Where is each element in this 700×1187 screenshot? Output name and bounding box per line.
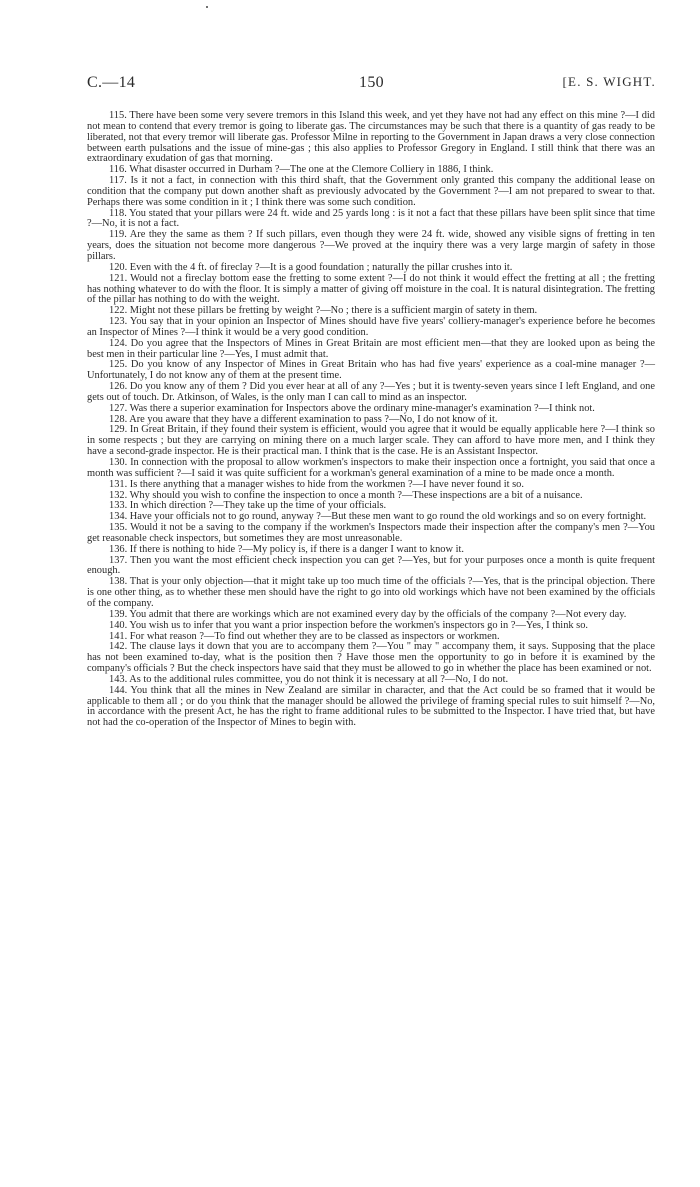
testimony-paragraph: 139. You admit that there are workings which are not examined every day by the officials of the company ?—Not every day. xyxy=(109,608,627,620)
testimony-paragraph: 140. You wish us to infer that you want a prior inspection before the workmen's inspectors go in ?—Yes, I think so. xyxy=(109,619,589,631)
document-body xyxy=(87,111,655,729)
testimony-paragraph: 142. The clause lays it down that you are to accompany them ?—You " may " accompany them, it says. Supposing that the place has not been examined to-day, what is the position then ? Have those men the opportunity to go in before it is examined by the company's officials ? But the check inspectors have said that they must be allowed to go in whether the place has been examined or not. xyxy=(87,641,655,675)
document-reference: C.—14 xyxy=(87,74,136,91)
testimony-paragraph: 126. Do you know any of them ? Did you ever hear at all of any ?—Yes ; but it is twenty-seven years since I left England, and one gets out of touch. Dr. Atkinson, of Wales, is the only man I can call to mind as an inspector. xyxy=(87,381,655,403)
testimony-paragraph: 136. If there is nothing to hide ?—My policy is, if there is a danger I want to know it. xyxy=(109,543,464,555)
page-number: 150 xyxy=(359,74,384,91)
testimony-paragraph: 132. Why should you wish to confine the inspection to once a month ?—These inspections are a bit of a nuisance. xyxy=(109,489,583,501)
testimony-paragraph: 129. In Great Britain, if they found their system is efficient, would you agree that it would be equally applicable here ?—I think so in some respects ; but they are carrying on mining there on a much larger scale. They can afford to have more men, and I think they have a second-grade inspector. He is their practical man. I think that is the case. He is an Assistant Inspector. xyxy=(87,424,655,458)
testimony-paragraph: 123. You say that in your opinion an Inspector of Mines should have five years' colliery-manager's experience before he becomes an Inspector of Mines ?—I think it would be a very good condition. xyxy=(87,316,655,338)
testimony-paragraph: 131. Is there anything that a manager wishes to hide from the workmen ?—I have never found it so. xyxy=(109,478,524,490)
testimony-paragraph: 127. Was there a superior examination for Inspectors above the ordinary mine-manager's examination ?—I think not. xyxy=(109,402,595,414)
testimony-paragraph: 134. Have your officials not to go round, anyway ?—But these men want to go round the old workings and so on every fortnight. xyxy=(109,511,647,523)
testimony-paragraph: 143. As to the additional rules committee, you do not think it is necessary at all ?—No, I do not. xyxy=(109,673,509,685)
testimony-paragraph: 125. Do you know of any Inspector of Mines in Great Britain who has had five years' experience as a coal-mine manager ?—Unfortunately, I do not know any of them at the present time. xyxy=(87,359,655,382)
testimony-paragraph: 124. Do you agree that the Inspectors of Mines in Great Britain are most efficient men—that they are looked upon as being the best men in their particular line ?—Yes, I must admit that. xyxy=(87,337,655,360)
scan-speck xyxy=(206,6,208,8)
page-header xyxy=(87,74,656,98)
testimony-paragraph: 116. What disaster occurred in Durham ?—The one at the Clemore Colliery in 1886, I think. xyxy=(109,164,494,176)
testimony-paragraph: 137. Then you want the most efficient check inspection you can get ?—Yes, but for your purposes once a month is quite frequent enough. xyxy=(87,554,655,577)
testimony-paragraph: 121. Would not a fireclay bottom ease the fretting to some extent ?—I do not think it would effect the fretting at all ; the fretting has nothing whatever to do with the floor. It is simply a matter of giving off moisture in the coal. It is natural disintegration. The fretting of the pillar has nothing to do with the weight. xyxy=(87,272,655,306)
testimony-paragraph: 115. There have been some very severe tremors in this Island this week, and yet they have not had any effect on this mine ?—I did not mean to contend that every tremor is going to liberate gas. The circumstances may be such that there is a quantity of gas ready to be liberated, not that every tremor will liberate gas. Professor Milne in reporting to the Government in Japan draws a very close connection between earth pulsations and the issue of mine-gas ; this also applies to Professor Gregory in England. I still think that there was an extraordinary exudation of gas that morning. xyxy=(87,110,655,165)
testimony-paragraph: 144. You think that all the mines in New Zealand are similar in character, and that the Act could be so framed that it would be applicable to them all ; or do you think that the manager should be allowed the privilege of framing special rules to suit himself ?—No, in accordance with the present Act, he has the right to frame additional rules to be submitted to the Inspector. I have tried that, but have not had the co-operation of the Inspector of Mines to begin with. xyxy=(87,684,655,729)
testimony-paragraph: 117. Is it not a fact, in connection with this third shaft, that the Government only granted this company the additional lease on condition that the company put down another shaft as previously advocated by the Government ?—I am not prepared to swear to that. Perhaps there was some condition in it ; I think there was some such condition. xyxy=(87,175,655,208)
witness-name: [E. S. WIGHT. xyxy=(562,74,656,89)
testimony-paragraph: 141. For what reason ?—To find out whether they are to be classed as inspectors or workmen. xyxy=(109,630,500,642)
testimony-paragraph: 135. Would it not be a saving to the company if the workmen's Inspectors made their inspection after the company's men ?—You get reasonable check inspectors, but sometimes they are most unreasonable. xyxy=(87,522,655,544)
testimony-paragraph: 122. Might not these pillars be fretting by weight ?—No ; there is a sufficient margin of satety in them. xyxy=(109,305,538,317)
testimony-paragraph: 120. Even with the 4 ft. of fireclay ?—It is a good foundation ; naturally the pillar crushes into it. xyxy=(109,261,513,273)
testimony-paragraph: 133. In which direction ?—They take up the time of your officials. xyxy=(109,500,387,512)
testimony-paragraph: 130. In connection with the proposal to allow workmen's inspectors to make their inspection once a fortnight, you said that once a month was sufficient ?—I said it was quite sufficient for a workman's general examination of a mine to be made once a month. xyxy=(87,457,655,479)
testimony-paragraph: 119. Are they the same as them ? If such pillars, even though they were 24 ft. wide, showed any visible signs of fretting in ten years, does the situation not become more dangerous ?—We proved at the inquiry there was a very large margin of safety in those pillars. xyxy=(87,229,655,262)
testimony-paragraph: 138. That is your only objection—that it might take up too much time of the officials ?—Yes, that is the principal objection. There is one other thing, as to whether these men should have the right to go into old workings which have not been examined by the officials of the company. xyxy=(87,576,655,609)
testimony-paragraph: 128. Are you aware that they have a different examination to pass ?—No, I do not know of it. xyxy=(109,413,498,425)
testimony-paragraph: 118. You stated that your pillars were 24 ft. wide and 25 yards long : is it not a fact that these pillars have been split since that time ?—No, it is not a fact. xyxy=(87,207,655,230)
